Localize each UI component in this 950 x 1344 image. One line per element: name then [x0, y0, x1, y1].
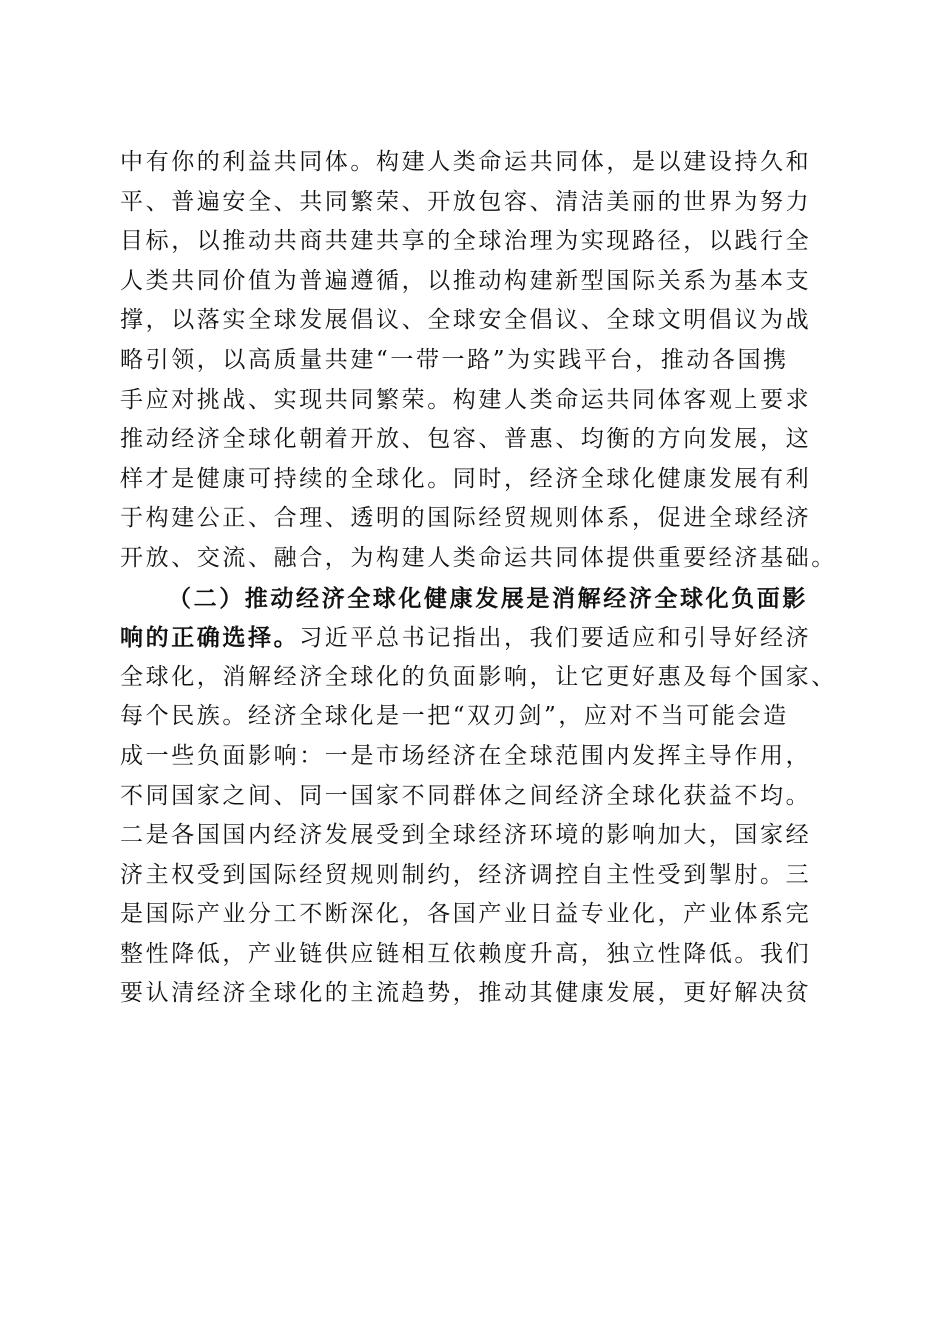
text-line-2: 平、普遍安全、共同繁荣、开放包容、清洁美丽的世界为努力 [120, 188, 812, 215]
text-line-6: 略引领，以高质量共建“一带一路”为实践平台，推动各国携 [120, 346, 789, 373]
section-line-7: 二是各国国内经济发展受到全球经济环境的影响加大，国家经 [120, 822, 812, 849]
section-line-5: 成一些负面影响：一是市场经济在全球范围内发挥主导作用， [120, 742, 812, 769]
text-line-8: 推动经济全球化朝着开放、包容、普惠、均衡的方向发展，这 [120, 426, 812, 453]
text-line-5: 撑，以落实全球发展倡议、全球安全倡议、全球文明倡议为战 [120, 307, 812, 334]
text-line-3: 目标，以推动共商共建共享的全球治理为实现路径，以践行全 [120, 228, 812, 255]
text-line-1: 中有你的利益共同体。构建人类命运共同体，是以建设持久和 [120, 149, 812, 175]
section-line-8: 济主权受到国际经贸规则制约，经济调控自主性受到掣肘。三 [120, 861, 812, 888]
text-line-10: 于构建公正、合理、透明的国际经贸规则体系，促进全球经济 [120, 505, 812, 532]
body-text [120, 143, 840, 1014]
text-line-11: 开放、交流、融合，为构建人类命运共同体提供重要经济基础。 [120, 544, 837, 571]
section-line-9: 是国际产业分工不断深化，各国产业日益专业化，产业体系完 [120, 901, 812, 928]
section-line-6: 不同国家之间、同一国家不同群体之间经济全球化获益不均。 [120, 782, 812, 809]
section-line-10: 整性降低，产业链供应链相互依赖度升高，独立性降低。我们 [120, 940, 812, 967]
section-line-3: 全球化，消解经济全球化的负面影响，让它更好惠及每个国家、 [120, 663, 837, 690]
text-line-4: 人类共同价值为普遍遵循，以推动构建新型国际关系为基本支 [120, 267, 812, 294]
section-line-4: 每个民族。经济全球化是一把“双刃剑”，应对不当可能会造 [120, 703, 789, 730]
section-line-11: 要认清经济全球化的主流趋势，推动其健康发展，更好解决贫 [120, 980, 812, 1007]
section-line-2-text: 习近平总书记指出，我们要适应和引导好经济 [299, 625, 812, 652]
text-line-9: 样才是健康可持续的全球化。同时，经济全球化健康发展有利 [120, 465, 812, 492]
section-heading-continued: 响的正确选择。 [120, 624, 300, 652]
section-heading: （二）推动经济全球化健康发展是消解经济全球化负面影 [168, 584, 808, 612]
section-line-2 [120, 618, 840, 658]
text-line-7: 手应对挑战、实现共同繁荣。构建人类命运共同体客观上要求 [120, 386, 812, 413]
